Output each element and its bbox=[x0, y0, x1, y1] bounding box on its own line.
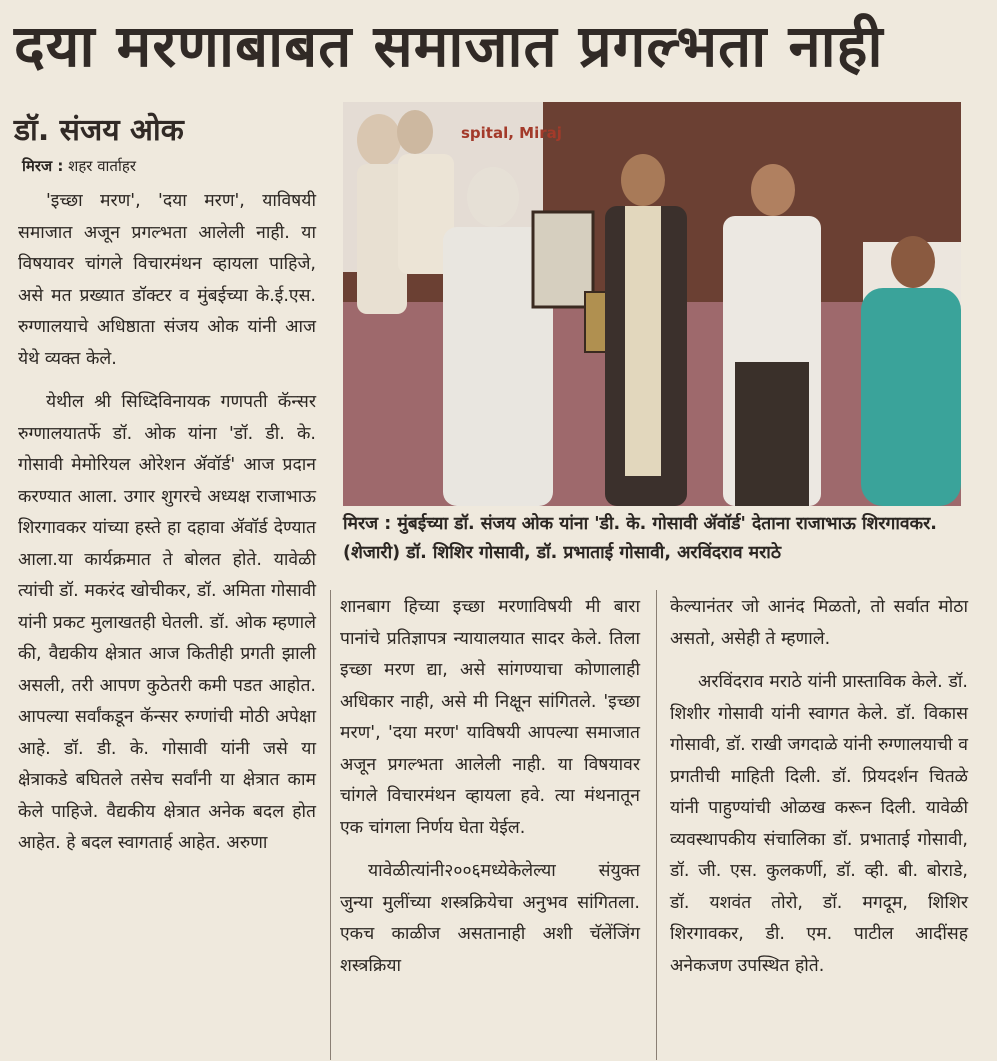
photo-illustration bbox=[343, 102, 961, 506]
article-column-2 bbox=[340, 592, 640, 982]
article-headline: दया मरणाबाबत समाजात प्रगल्भता नाही bbox=[14, 12, 884, 80]
column-paragraph: यावेळीत्यांनी२००६मध्येकेलेल्या संयुक्त जुन्या मुलींच्या शस्त्रक्रियेचा अनुभव सांगितला. एकच काळीज असतानाही अशी चॅलेंजिंग शस्त्रक्रिया bbox=[340, 861, 640, 976]
award-ceremony-photo bbox=[343, 102, 961, 506]
article-column-3 bbox=[670, 592, 968, 982]
guest-figure bbox=[397, 110, 433, 154]
presenter-figure bbox=[621, 154, 665, 206]
dateline-place: मिरज : bbox=[22, 157, 64, 175]
column-paragraph: येथील श्री सिध्दिविनायक गणपती कॅन्सर रुग्णालयातर्फे डॉ. ओक यांना 'डॉ. डी. के. गोसावी मेमोरियल ओरेशन ॲवॉर्ड' आज प्रदान करण्यात आला. उगार शुगरचे अध्यक्ष राजाभाऊ शिरगावकर यांच्या हस्ते हा दहावा ॲवॉर्ड देण्यात आला.या कार्यक्रमात ते बोलत होते. यावेळी त्यांची डॉ. मकरंद खोचीकर, डॉ. अमिता गोसावी यांनी प्रकट मुलाखतही घेतली. डॉ. ओक म्हणाले की, वैद्यकीय क्षेत्रात आज कितीही प्रगती झाली असली, तरी आपण कुठेतरी कमी पडत आहोत. आपल्या सर्वांकडून कॅन्सर रुग्णांची मोठी अपेक्षा आहे. डॉ. डी. के. गोसावी यांनी जसे या क्षेत्राकडे बघितले तसेच सर्वांनी या क्षेत्रात काम केले पाहिजे. वैद्यकीय क्षेत्रात अनेक बदल होत आहेत. हे बदल स्वागतार्ह आहेत. अरुणा bbox=[18, 392, 316, 853]
guest-figure bbox=[357, 114, 401, 166]
presenter-shawl bbox=[625, 206, 661, 476]
article-column-1 bbox=[18, 186, 316, 860]
guest-figure bbox=[751, 164, 795, 216]
article-subheadline: डॉ. संजय ओक bbox=[14, 113, 184, 148]
column-paragraph: अरविंदराव मराठे यांनी प्रास्ताविक केले. डॉ. शिशीर गोसावी यांनी स्वागत केले. डॉ. विकास गोसावी, डॉ. राखी जगदाळे यांनी रुग्णालयाची व प्रगतीची माहिती दिली. डॉ. प्रियदर्शन चितळे यांनी पाहुण्यांची ओळख करून दिली. यावेळी व्यवस्थापकीय संचालिका डॉ. प्रभाताई गोसावी, डॉ. जी. एस. कुलकर्णी, डॉ. व्ही. बी. बोराडे, डॉ. यशवंत तोरो, डॉ. मगदूम, शिशिर शिरगावकर, डी. एम. पाटील आदींसह अनेकजण उपस्थित होते. bbox=[670, 672, 968, 976]
dateline bbox=[22, 156, 136, 176]
guest-figure bbox=[891, 236, 935, 288]
guest-saree bbox=[861, 288, 961, 506]
dr-oak-figure bbox=[467, 167, 519, 227]
column-paragraph: शानबाग हिच्या इच्छा मरणाविषयी मी बारा पानांचे प्रतिज्ञापत्र न्यायालयात सादर केले. तिला इच्छा मरण द्या, असे सांगण्याचा कोणालाही अधिकार नाही, असे मी निक्षून सांगितले. 'इच्छा मरण', 'दया मरण' याविषयी आपल्या समाजात अजून प्रगल्भता आलेली नाही. या विषयावर चांगले विचारमंथन व्हायला हवे. त्या मंथनातून एक चांगला निर्णय घेता येईल. bbox=[340, 597, 640, 838]
photo-caption: मिरज : मुंबईच्या डॉ. संजय ओक यांना 'डी. के. गोसावी ॲवॉर्ड' देताना राजाभाऊ शिरगावकर. (शेजारी) डॉ. शिशिर गोसावी, डॉ. प्रभाताई गोसावी, अरविंदराव मराठे bbox=[343, 514, 937, 563]
column-divider bbox=[330, 590, 331, 1060]
column-paragraph: 'इच्छा मरण', 'दया मरण', याविषयी समाजात अजून प्रगल्भता आलेली नाही. या विषयावर चांगले विचारमंथन व्हायला पाहिजे, असे मत प्रख्यात डॉक्टर व मुंबईच्या के.ई.एस. रुग्णालयाचे अधिष्ठाता संजय ओक यांनी आज येथे व्यक्त केले. bbox=[18, 191, 316, 369]
dateline-source: शहर वार्ताहर bbox=[68, 157, 136, 175]
column-divider bbox=[656, 590, 657, 1060]
guest-figure bbox=[735, 362, 809, 506]
banner-text: spital, Miraj bbox=[461, 124, 562, 142]
column-paragraph: केल्यानंतर जो आनंद मिळतो, तो सर्वात मोठा असतो, असेही ते म्हणाले. bbox=[670, 597, 968, 649]
